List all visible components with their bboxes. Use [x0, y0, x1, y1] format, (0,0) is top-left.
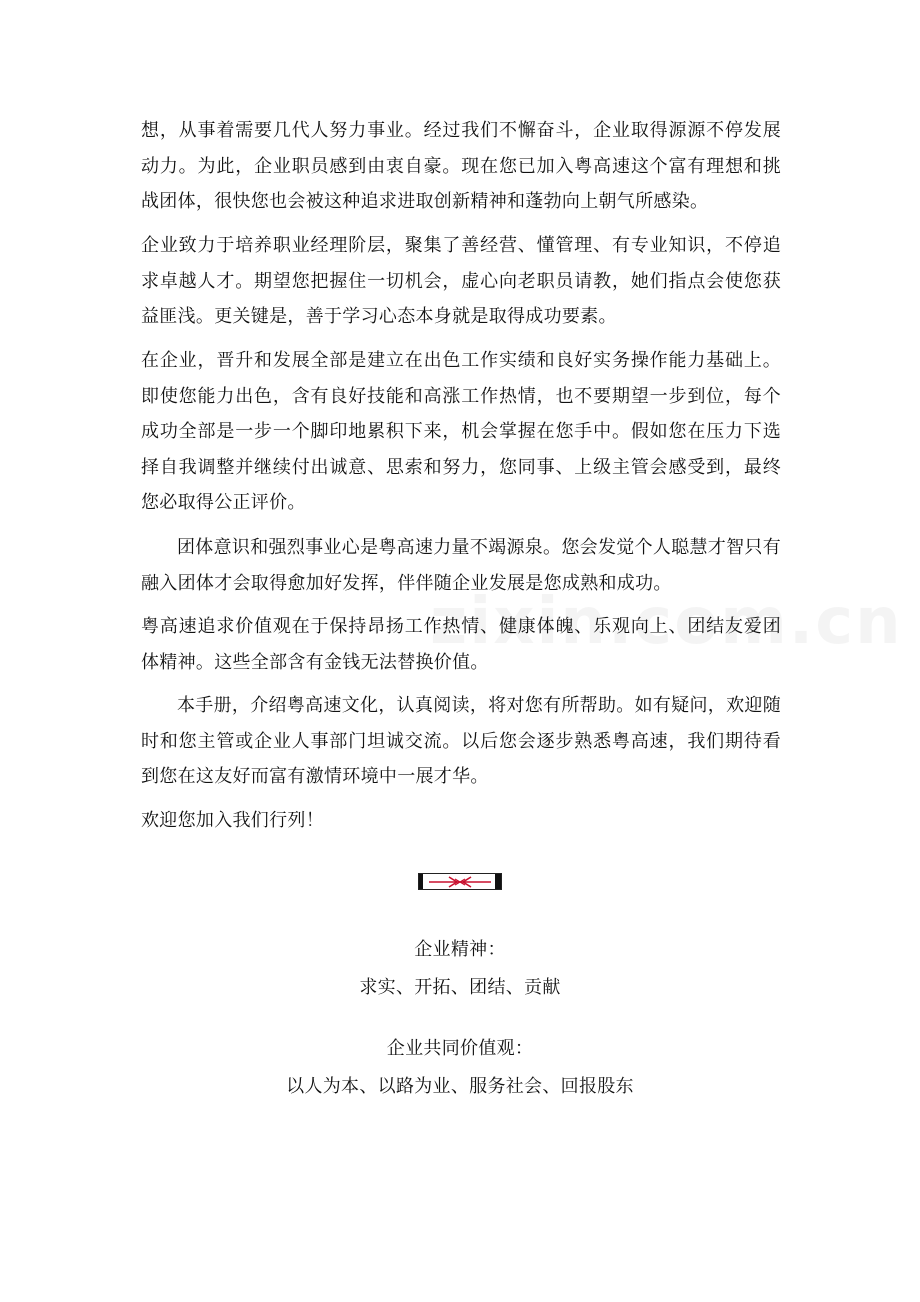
paragraph-6: 本手册，介绍粤高速文化，认真阅读，将对您有所帮助。如有疑问，欢迎随时和您主管或企业人事部门坦诚交流。以后您会逐步熟悉粤高速，我们期待看到您在这友好而富有激情环境中一展才华。 — [141, 695, 781, 787]
paragraph-welcome: 欢迎您加入我们行列！ — [141, 810, 324, 831]
red-knot-icon — [425, 875, 495, 889]
values-value: 以人为本、以路为业、服务社会、回报股东 — [286, 1076, 634, 1097]
paragraph-3: 在企业，晋升和发展全部是建立在出色工作实绩和良好实务操作能力基础上。即使您能力出色，含有良好技能和高涨工作热情，也不要期望一步到位，每个成功全部是一步一个脚印地累积下来，机会掌握在您手中。假如您在压力下选择自我调整并继续付出诚意、思索和努力，您同事、上级主管会感受到，最终您必取得公正评价。 — [141, 350, 781, 513]
paragraph-2: 企业致力于培养职业经理阶层，聚集了善经营、懂管理、有专业知识，不停追求卓越人才。期望您把握住一切机会，虚心向老职员请教，她们指点会使您获益匪浅。更关键是，善于学习心态本身就是取得成功要素。 — [141, 235, 781, 327]
decorative-divider-icon — [418, 873, 502, 890]
paragraph-1: 想，从事着需要几代人努力事业。经过我们不懈奋斗，企业取得源源不停发展动力。为此，企业职员感到由衷自豪。现在您已加入粤高速这个富有理想和挑战团体，很快您也会被这种追求进取创新精神和蓬勃向上朝气所感染。 — [141, 120, 781, 212]
values-label: 企业共同价值观： — [386, 1038, 534, 1059]
divider-right-bar — [495, 874, 501, 889]
spirit-value: 求实、开拓、团结、贡献 — [359, 977, 561, 998]
paragraph-4: 团体意识和强烈事业心是粤高速力量不竭源泉。您会发觉个人聪慧才智只有融入团体才会取得愈加好发挥，伴伴随企业发展是您成熟和成功。 — [141, 537, 781, 594]
paragraph-5: 粤高速追求价值观在于保持昂扬工作热情、健康体魄、乐观向上、团结友爱团体精神。这些全部含有金钱无法替换价值。 — [141, 616, 781, 673]
spirit-label: 企业精神： — [414, 939, 506, 960]
divider-left-bar — [419, 874, 423, 889]
